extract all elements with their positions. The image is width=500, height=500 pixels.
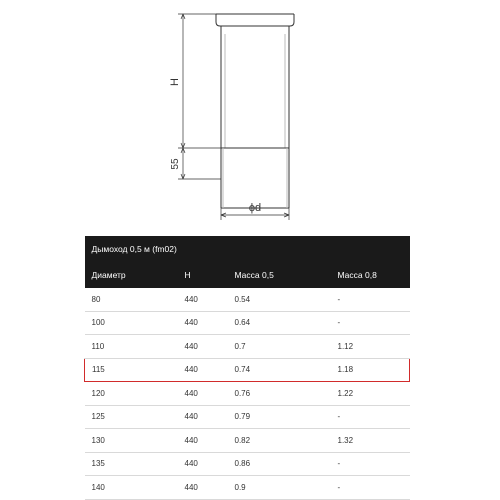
cell-mass-08: - (331, 452, 410, 476)
cell-h: 440 (178, 476, 228, 500)
spec-table (84, 236, 410, 500)
pipe-technical-drawing (0, 0, 500, 228)
cell-mass-05: 0.74 (228, 358, 331, 382)
table-row-highlighted (85, 358, 410, 382)
cell-mass-08: - (331, 288, 410, 311)
cell-diameter: 140 (85, 476, 178, 500)
cell-h: 440 (178, 288, 228, 311)
socket-length-label: 55 (170, 158, 181, 170)
table-row (85, 429, 410, 453)
col-header-diameter: Диаметр (85, 261, 178, 288)
cell-diameter: 115 (85, 358, 178, 382)
cell-h: 440 (178, 452, 228, 476)
cell-diameter: 125 (85, 405, 178, 429)
cell-mass-08: - (331, 405, 410, 429)
col-header-h: H (178, 261, 228, 288)
table-row (85, 452, 410, 476)
cell-mass-05: 0.82 (228, 429, 331, 453)
col-header-mass-08: Масса 0,8 (331, 261, 410, 288)
table-row (85, 382, 410, 406)
cell-diameter: 110 (85, 335, 178, 359)
table-row (85, 476, 410, 500)
table-title-row (85, 236, 410, 261)
cell-diameter: 100 (85, 311, 178, 335)
cell-diameter: 135 (85, 452, 178, 476)
cell-mass-08: 1.12 (331, 335, 410, 359)
cell-mass-05: 0.76 (228, 382, 331, 406)
cell-h: 440 (178, 382, 228, 406)
cell-h: 440 (178, 429, 228, 453)
cell-mass-05: 0.54 (228, 288, 331, 311)
table-row (85, 288, 410, 311)
table-row (85, 311, 410, 335)
cell-diameter: 80 (85, 288, 178, 311)
cell-diameter: 130 (85, 429, 178, 453)
height-label: H (169, 78, 181, 86)
cell-h: 440 (178, 311, 228, 335)
cell-mass-08: 1.22 (331, 382, 410, 406)
pipe-outline (216, 14, 294, 208)
cell-mass-05: 0.64 (228, 311, 331, 335)
col-header-mass-05: Масса 0,5 (228, 261, 331, 288)
table-title: Дымоход 0,5 м (fm02) (85, 236, 410, 261)
cell-h: 440 (178, 358, 228, 382)
cell-mass-08: 1.32 (331, 429, 410, 453)
table-row (85, 405, 410, 429)
dimension-lines (178, 14, 289, 220)
table-header-row (85, 261, 410, 288)
cell-mass-05: 0.86 (228, 452, 331, 476)
cell-mass-08: 1.18 (331, 358, 410, 382)
cell-mass-05: 0.9 (228, 476, 331, 500)
cell-mass-05: 0.79 (228, 405, 331, 429)
cell-mass-08: - (331, 311, 410, 335)
cell-diameter: 120 (85, 382, 178, 406)
cell-mass-08: - (331, 476, 410, 500)
cell-h: 440 (178, 335, 228, 359)
diameter-label: ϕd (248, 202, 262, 214)
table-row (85, 335, 410, 359)
cell-mass-05: 0.7 (228, 335, 331, 359)
cell-h: 440 (178, 405, 228, 429)
